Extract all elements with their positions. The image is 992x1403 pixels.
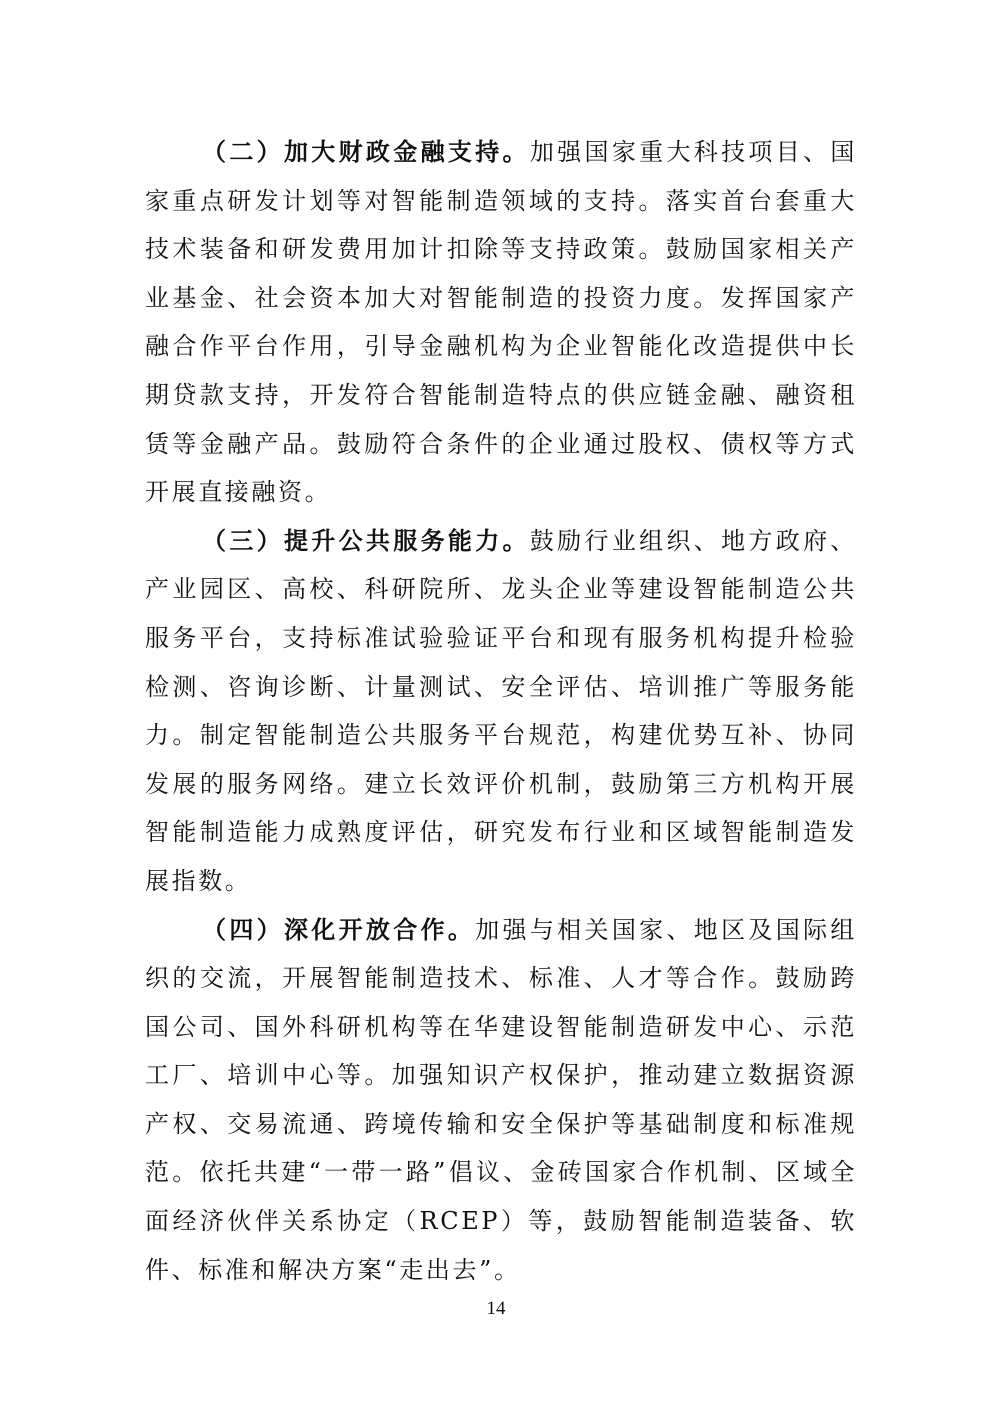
section-heading-public-service-capacity: （三）提升公共服务能力。 [202, 525, 530, 555]
paragraph-fiscal-financial-support [145, 128, 857, 517]
body-text [145, 128, 857, 1294]
paragraph-open-cooperation [145, 906, 857, 1295]
paragraph-text: 加强与相关国家、地区及国际组织的交流，开展智能制造技术、标准、人才等合作。鼓励跨国公司、国外科研机构等在华建设智能制造研发中心、示范工厂、培训中心等。加强知识产权保护，推动建立数据资源产权、交易流通、跨境传输和安全保护等基础制度和标准规范。依托共建“一带一路”倡议、金砖国家合作机制、区域全面经济伙伴关系协定（RCEP）等，鼓励智能制造装备、软件、标准和解决方案“走出去”。 [145, 915, 857, 1284]
section-heading-fiscal-financial-support: （二）加大财政金融支持。 [202, 137, 530, 166]
paragraph-text: 加强国家重大科技项目、国家重点研发计划等对智能制造领域的支持。落实首台套重大技术装备和研发费用加计扣除等支持政策。鼓励国家相关产业基金、社会资本加大对智能制造的投资力度。发挥国家产融合作平台作用，引导金融机构为企业智能化改造提供中长期贷款支持，开发符合智能制造特点的供应链金融、融资租赁等金融产品。鼓励符合条件的企业通过股权、债权等方式开展直接融资。 [145, 138, 857, 507]
page-number: 14 [486, 1298, 506, 1319]
section-heading-open-cooperation: （四）深化开放合作。 [202, 914, 476, 944]
paragraph-public-service-capacity [145, 517, 857, 906]
paragraph-text: 鼓励行业组织、地方政府、产业园区、高校、科研院所、龙头企业等建设智能制造公共服务平台，支持标准试验验证平台和现有服务机构提升检验检测、咨询诊断、计量测试、安全评估、培训推广等服务能力。制定智能制造公共服务平台规范，构建优势互补、协同发展的服务网络。建立长效评价机制，鼓励第三方机构开展智能制造能力成熟度评估，研究发布行业和区域智能制造发展指数。 [145, 526, 857, 895]
